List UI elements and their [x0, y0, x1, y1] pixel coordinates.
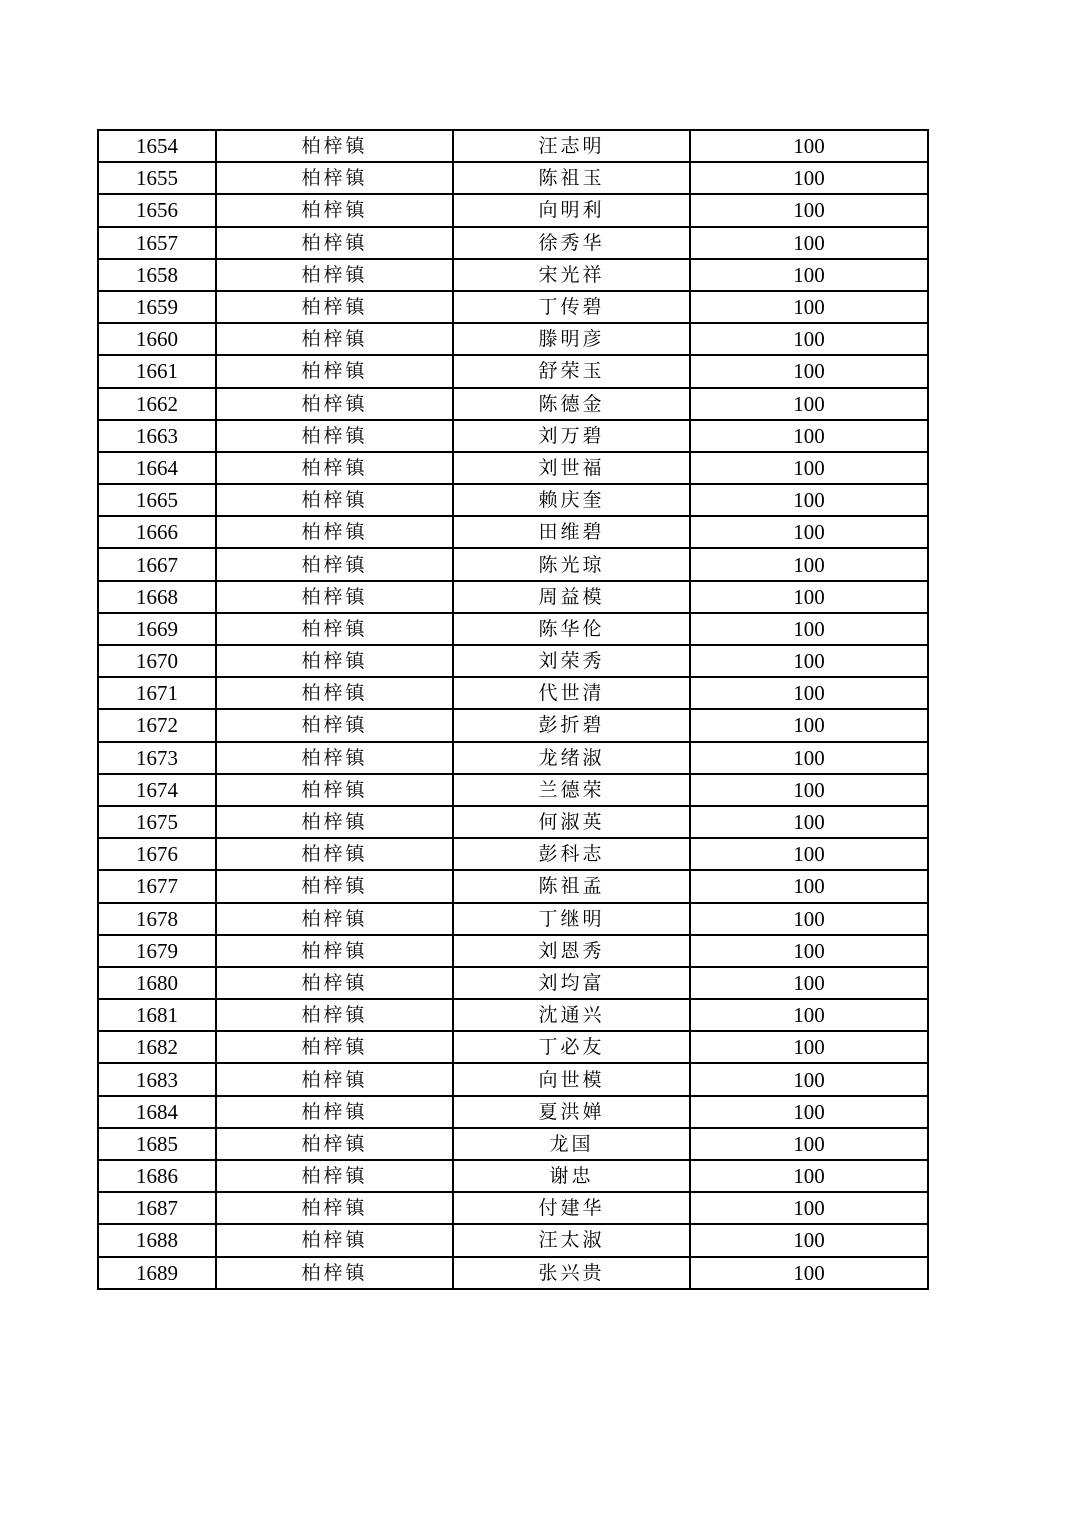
cell-town: 柏梓镇 — [216, 774, 453, 806]
cell-person-name: 代世清 — [453, 677, 690, 709]
cell-amount: 100 — [690, 1160, 928, 1192]
cell-number: 1681 — [98, 999, 216, 1031]
table-row — [98, 355, 928, 387]
table-row — [98, 709, 928, 741]
cell-amount: 100 — [690, 870, 928, 902]
table-row — [98, 645, 928, 677]
cell-number: 1659 — [98, 291, 216, 323]
cell-person-name: 龙绪淑 — [453, 742, 690, 774]
cell-number: 1665 — [98, 484, 216, 516]
cell-person-name: 夏洪婵 — [453, 1096, 690, 1128]
cell-town: 柏梓镇 — [216, 1031, 453, 1063]
cell-amount: 100 — [690, 645, 928, 677]
table-row — [98, 870, 928, 902]
table-row — [98, 1128, 928, 1160]
cell-amount: 100 — [690, 259, 928, 291]
cell-number: 1677 — [98, 870, 216, 902]
cell-person-name: 刘世福 — [453, 452, 690, 484]
cell-person-name: 舒荣玉 — [453, 355, 690, 387]
cell-number: 1666 — [98, 516, 216, 548]
cell-number: 1683 — [98, 1063, 216, 1095]
cell-town: 柏梓镇 — [216, 742, 453, 774]
table-row — [98, 677, 928, 709]
cell-number: 1680 — [98, 967, 216, 999]
cell-amount: 100 — [690, 999, 928, 1031]
table-row — [98, 613, 928, 645]
cell-town: 柏梓镇 — [216, 194, 453, 226]
cell-person-name: 宋光祥 — [453, 259, 690, 291]
cell-town: 柏梓镇 — [216, 581, 453, 613]
table-row — [98, 1063, 928, 1095]
cell-number: 1664 — [98, 452, 216, 484]
cell-number: 1667 — [98, 548, 216, 580]
cell-number: 1675 — [98, 806, 216, 838]
cell-amount: 100 — [690, 388, 928, 420]
table-row — [98, 1257, 928, 1289]
cell-town: 柏梓镇 — [216, 162, 453, 194]
table-row — [98, 516, 928, 548]
cell-person-name: 汪太淑 — [453, 1224, 690, 1256]
cell-number: 1689 — [98, 1257, 216, 1289]
cell-number: 1684 — [98, 1096, 216, 1128]
cell-person-name: 汪志明 — [453, 130, 690, 162]
cell-person-name: 徐秀华 — [453, 227, 690, 259]
cell-town: 柏梓镇 — [216, 227, 453, 259]
cell-town: 柏梓镇 — [216, 838, 453, 870]
cell-person-name: 向世模 — [453, 1063, 690, 1095]
table-row — [98, 1096, 928, 1128]
cell-town: 柏梓镇 — [216, 1224, 453, 1256]
table-row — [98, 227, 928, 259]
table-row — [98, 838, 928, 870]
cell-number: 1688 — [98, 1224, 216, 1256]
cell-person-name: 向明利 — [453, 194, 690, 226]
cell-amount: 100 — [690, 581, 928, 613]
cell-town: 柏梓镇 — [216, 999, 453, 1031]
cell-town: 柏梓镇 — [216, 420, 453, 452]
cell-number: 1673 — [98, 742, 216, 774]
cell-amount: 100 — [690, 323, 928, 355]
cell-amount: 100 — [690, 162, 928, 194]
cell-person-name: 付建华 — [453, 1192, 690, 1224]
cell-town: 柏梓镇 — [216, 709, 453, 741]
cell-town: 柏梓镇 — [216, 1192, 453, 1224]
cell-amount: 100 — [690, 227, 928, 259]
table-row — [98, 774, 928, 806]
cell-number: 1654 — [98, 130, 216, 162]
table-row — [98, 806, 928, 838]
cell-amount: 100 — [690, 1096, 928, 1128]
cell-person-name: 周益模 — [453, 581, 690, 613]
table-row — [98, 452, 928, 484]
cell-number: 1682 — [98, 1031, 216, 1063]
cell-person-name: 刘万碧 — [453, 420, 690, 452]
cell-person-name: 丁继明 — [453, 903, 690, 935]
cell-person-name: 龙国 — [453, 1128, 690, 1160]
cell-town: 柏梓镇 — [216, 130, 453, 162]
table-row — [98, 291, 928, 323]
table-row — [98, 999, 928, 1031]
cell-person-name: 彭折碧 — [453, 709, 690, 741]
cell-person-name: 丁传碧 — [453, 291, 690, 323]
cell-person-name: 兰德荣 — [453, 774, 690, 806]
table-row — [98, 581, 928, 613]
cell-amount: 100 — [690, 774, 928, 806]
cell-amount: 100 — [690, 742, 928, 774]
cell-person-name: 张兴贵 — [453, 1257, 690, 1289]
cell-town: 柏梓镇 — [216, 967, 453, 999]
cell-number: 1658 — [98, 259, 216, 291]
cell-number: 1674 — [98, 774, 216, 806]
table-row — [98, 935, 928, 967]
cell-town: 柏梓镇 — [216, 677, 453, 709]
table-row — [98, 742, 928, 774]
cell-amount: 100 — [690, 1257, 928, 1289]
cell-town: 柏梓镇 — [216, 806, 453, 838]
cell-town: 柏梓镇 — [216, 1128, 453, 1160]
cell-number: 1685 — [98, 1128, 216, 1160]
cell-person-name: 刘荣秀 — [453, 645, 690, 677]
cell-amount: 100 — [690, 1031, 928, 1063]
cell-town: 柏梓镇 — [216, 452, 453, 484]
cell-amount: 100 — [690, 967, 928, 999]
cell-person-name: 陈祖玉 — [453, 162, 690, 194]
cell-amount: 100 — [690, 806, 928, 838]
cell-amount: 100 — [690, 420, 928, 452]
cell-number: 1656 — [98, 194, 216, 226]
table-row — [98, 194, 928, 226]
cell-person-name: 刘恩秀 — [453, 935, 690, 967]
cell-amount: 100 — [690, 709, 928, 741]
cell-amount: 100 — [690, 1224, 928, 1256]
cell-amount: 100 — [690, 452, 928, 484]
cell-amount: 100 — [690, 548, 928, 580]
cell-town: 柏梓镇 — [216, 323, 453, 355]
cell-amount: 100 — [690, 291, 928, 323]
cell-amount: 100 — [690, 194, 928, 226]
cell-number: 1657 — [98, 227, 216, 259]
cell-number: 1661 — [98, 355, 216, 387]
roster-table-body — [98, 130, 928, 1289]
cell-amount: 100 — [690, 613, 928, 645]
cell-amount: 100 — [690, 130, 928, 162]
cell-number: 1662 — [98, 388, 216, 420]
cell-number: 1679 — [98, 935, 216, 967]
table-row — [98, 903, 928, 935]
cell-number: 1672 — [98, 709, 216, 741]
cell-amount: 100 — [690, 838, 928, 870]
cell-town: 柏梓镇 — [216, 355, 453, 387]
table-row — [98, 130, 928, 162]
cell-person-name: 赖庆奎 — [453, 484, 690, 516]
cell-person-name: 沈通兴 — [453, 999, 690, 1031]
cell-amount: 100 — [690, 1192, 928, 1224]
cell-number: 1687 — [98, 1192, 216, 1224]
cell-person-name: 谢忠 — [453, 1160, 690, 1192]
cell-person-name: 陈祖孟 — [453, 870, 690, 902]
cell-town: 柏梓镇 — [216, 935, 453, 967]
cell-town: 柏梓镇 — [216, 516, 453, 548]
cell-town: 柏梓镇 — [216, 548, 453, 580]
cell-number: 1671 — [98, 677, 216, 709]
cell-amount: 100 — [690, 903, 928, 935]
cell-amount: 100 — [690, 1063, 928, 1095]
cell-person-name: 陈光琼 — [453, 548, 690, 580]
table-row — [98, 1160, 928, 1192]
roster-table — [97, 129, 929, 1290]
cell-amount: 100 — [690, 935, 928, 967]
cell-number: 1678 — [98, 903, 216, 935]
cell-number: 1655 — [98, 162, 216, 194]
cell-town: 柏梓镇 — [216, 259, 453, 291]
cell-number: 1670 — [98, 645, 216, 677]
cell-person-name: 丁必友 — [453, 1031, 690, 1063]
cell-amount: 100 — [690, 355, 928, 387]
cell-person-name: 陈华伦 — [453, 613, 690, 645]
cell-town: 柏梓镇 — [216, 388, 453, 420]
cell-person-name: 滕明彦 — [453, 323, 690, 355]
cell-town: 柏梓镇 — [216, 1096, 453, 1128]
table-row — [98, 1224, 928, 1256]
cell-town: 柏梓镇 — [216, 291, 453, 323]
table-row — [98, 1192, 928, 1224]
cell-town: 柏梓镇 — [216, 645, 453, 677]
cell-person-name: 陈德金 — [453, 388, 690, 420]
cell-person-name: 何淑英 — [453, 806, 690, 838]
cell-amount: 100 — [690, 484, 928, 516]
cell-number: 1686 — [98, 1160, 216, 1192]
cell-number: 1668 — [98, 581, 216, 613]
cell-number: 1669 — [98, 613, 216, 645]
roster-table-container — [97, 129, 927, 1290]
cell-town: 柏梓镇 — [216, 1063, 453, 1095]
table-row — [98, 259, 928, 291]
table-row — [98, 967, 928, 999]
table-row — [98, 388, 928, 420]
table-row — [98, 420, 928, 452]
table-row — [98, 484, 928, 516]
table-row — [98, 323, 928, 355]
cell-amount: 100 — [690, 677, 928, 709]
cell-town: 柏梓镇 — [216, 903, 453, 935]
cell-town: 柏梓镇 — [216, 613, 453, 645]
cell-town: 柏梓镇 — [216, 1160, 453, 1192]
cell-amount: 100 — [690, 1128, 928, 1160]
cell-number: 1660 — [98, 323, 216, 355]
cell-person-name: 田维碧 — [453, 516, 690, 548]
cell-number: 1663 — [98, 420, 216, 452]
cell-person-name: 彭科志 — [453, 838, 690, 870]
cell-town: 柏梓镇 — [216, 870, 453, 902]
cell-amount: 100 — [690, 516, 928, 548]
table-row — [98, 548, 928, 580]
cell-town: 柏梓镇 — [216, 1257, 453, 1289]
cell-number: 1676 — [98, 838, 216, 870]
table-row — [98, 1031, 928, 1063]
cell-person-name: 刘均富 — [453, 967, 690, 999]
cell-town: 柏梓镇 — [216, 484, 453, 516]
table-row — [98, 162, 928, 194]
